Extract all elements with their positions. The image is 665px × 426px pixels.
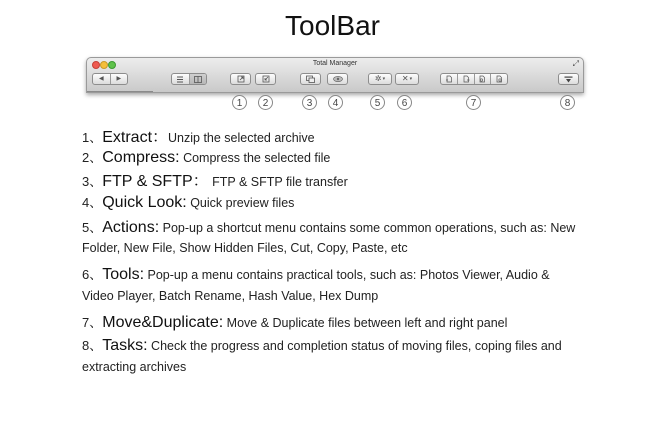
gear-icon: ✲: [374, 74, 382, 83]
list-view-icon[interactable]: [172, 74, 189, 84]
list-item: 7、Move&Duplicate: Move & Duplicate files between left and right panel: [82, 314, 508, 331]
duplicate-right-icon[interactable]: [490, 74, 507, 84]
callout-4: 4: [328, 95, 343, 110]
back-forward-control[interactable]: [92, 73, 128, 85]
item-text-continued: extracting archives: [82, 360, 187, 374]
page-title: ToolBar: [285, 10, 380, 41]
callout-8: 8: [560, 95, 575, 110]
list-item: 2、Compress: Compress the selected file: [82, 149, 331, 166]
callout-3: 3: [302, 95, 317, 110]
tasks-button[interactable]: [558, 73, 579, 85]
chevron-right-icon[interactable]: ▶: [110, 74, 128, 84]
sidebar-divider: [87, 91, 153, 92]
quick-look-button[interactable]: [327, 73, 348, 85]
item-text-continued: Video Player, Batch Rename, Hash Value, Hex Dump: [82, 289, 379, 303]
actions-menu-button[interactable]: [368, 73, 392, 85]
item-term: Move&Duplicate:: [102, 314, 224, 331]
callout-2: 2: [258, 95, 273, 110]
extract-button[interactable]: [230, 73, 251, 85]
tasks-icon: [564, 76, 573, 83]
chevron-down-icon: ▾: [409, 76, 413, 82]
move-right-icon[interactable]: [457, 74, 474, 84]
item-text: Pop-up a menu contains practical tools, such as: Photos Viewer, Audio &: [144, 268, 550, 282]
item-text: Move & Duplicate files between left and right panel: [223, 316, 508, 330]
list-item: 4、Quick Look: Quick preview files: [82, 194, 295, 211]
item-text: FTP & SFTP file transfer: [208, 175, 348, 189]
callout-7: 7: [466, 95, 481, 110]
compress-icon: [262, 75, 270, 83]
item-term: Quick Look:: [102, 194, 187, 211]
item-text: Unzip the selected archive: [168, 131, 315, 145]
window-title: Total Manager: [312, 60, 358, 67]
chevron-down-icon: ▾: [382, 76, 386, 82]
item-term: Extract：: [102, 129, 169, 146]
item-term: Tasks:: [102, 337, 148, 354]
item-term: Tools:: [102, 266, 145, 283]
item-term: Actions:: [102, 219, 160, 236]
tools-icon: ✕: [401, 74, 409, 83]
list-item: 1、Extract：Unzip the selected archive: [82, 129, 315, 146]
tools-menu-button[interactable]: [395, 73, 419, 85]
column-view-icon[interactable]: [189, 74, 207, 84]
chevron-left-icon[interactable]: ◀: [98, 76, 104, 82]
list-item: 5、Actions: Pop-up a shortcut menu contains some common operations, such as: New: [82, 219, 576, 236]
item-text: Check the progress and completion status of moving files, coping files and: [147, 339, 562, 353]
item-text-continued: Folder, New File, Show Hidden Files, Cut, Copy, Paste, etc: [82, 241, 408, 255]
item-term: FTP & SFTP：: [102, 173, 209, 190]
ftp-sftp-button[interactable]: [300, 73, 321, 85]
extract-icon: [237, 75, 245, 83]
item-term: Compress:: [102, 149, 180, 166]
view-toggle[interactable]: [171, 73, 207, 85]
item-text: Pop-up a shortcut menu contains some common operations, such as: New: [159, 221, 576, 235]
list-item: 6、Tools: Pop-up a menu contains practical tools, such as: Photos Viewer, Audio &: [82, 266, 550, 283]
item-text: Quick preview files: [186, 196, 295, 210]
list-item: 3、FTP & SFTP： FTP & SFTP file transfer: [82, 173, 348, 190]
move-duplicate-group[interactable]: [440, 73, 508, 85]
compress-button[interactable]: [255, 73, 276, 85]
callout-6: 6: [397, 95, 412, 110]
move-left-icon[interactable]: [441, 74, 457, 84]
fullscreen-icon[interactable]: ⤢: [572, 59, 579, 68]
app-window: [86, 57, 584, 93]
ftp-icon: [306, 75, 315, 83]
eye-icon: [333, 76, 343, 82]
duplicate-left-icon[interactable]: [474, 74, 491, 84]
callout-1: 1: [232, 95, 247, 110]
item-text: Compress the selected file: [179, 151, 331, 165]
callout-5: 5: [370, 95, 385, 110]
list-item: 8、Tasks: Check the progress and completion status of moving files, coping files and: [82, 337, 562, 354]
